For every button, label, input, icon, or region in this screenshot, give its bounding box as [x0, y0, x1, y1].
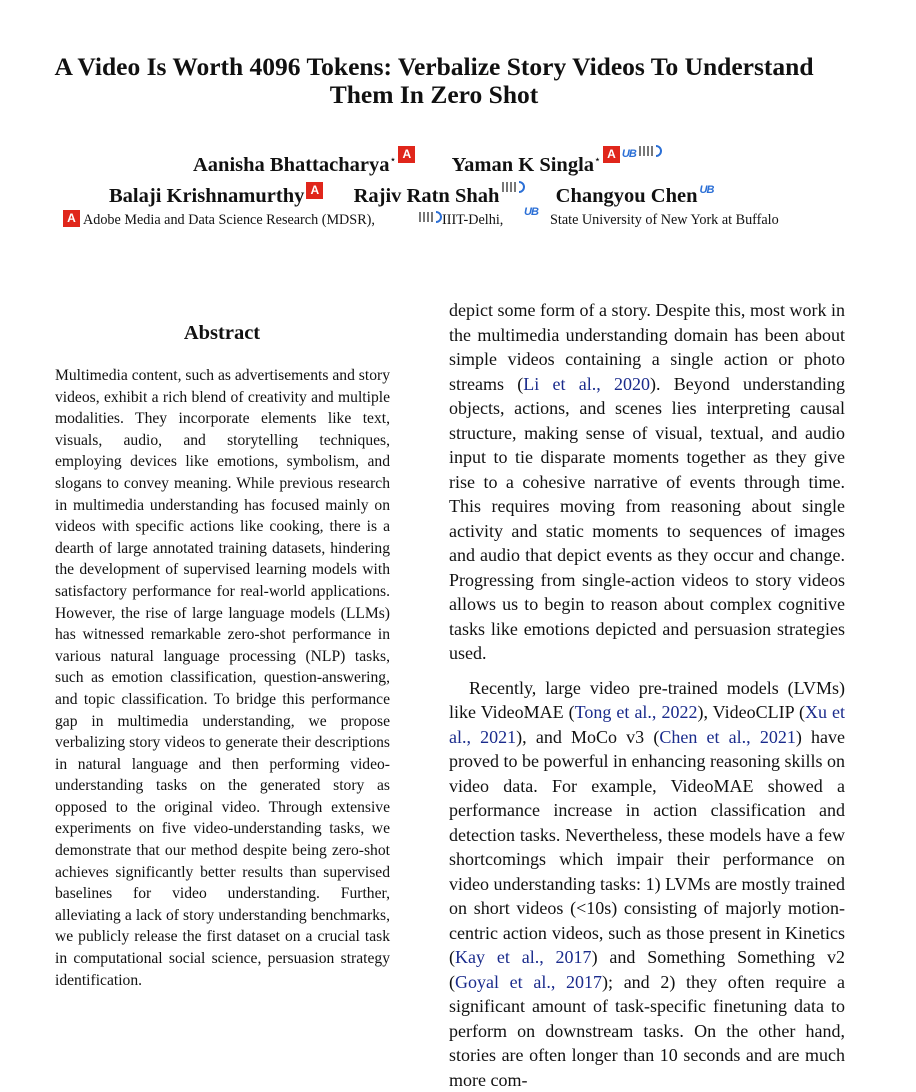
abstract-text: Multimedia content, such as advertisements and story videos, exhibit a rich blend of creativity and multiple modalities. They incorporate elements like text, visuals, audio, and storytelling techniques, employing devices like emotions, symbolism, and slogans to convey meaning. While previous research in multimedia understanding has focused mainly on videos with specific actions like cooking, there is a dearth of large annotated training datasets, hindering the development of supervised learning models with satisfactory performance for real-world applications. However, the rise of large language models (LLMs) has witnessed remarkable zero-shot performance in various natural language processing (NLP) tasks, such as emotion classification, question-answering, and topic classification. To bridge this performance gap in multimedia understanding, we propose verbalizing story videos to generate their descriptions in natural language and then performing video-understanding tasks on the generated story as opposed to the original video. Through extensive experiments on five video-understanding tasks, we demonstrate that our method despite being zero-shot achieves significantly better results than supervised baselines for video understanding. Further, alleviating a lack of story understanding benchmarks, we publicly release the first dataset on a crucial task in computational social science, persuasion strategy identification. — [55, 365, 390, 991]
author-name: Changyou Chen — [556, 184, 698, 208]
affiliation-iiit: IIIT-Delhi, — [442, 212, 503, 229]
ub-logo-icon: UB — [524, 206, 538, 218]
paragraph-text: Recently, large video pre-trained models (LVMs) like VideoMAE ( — [449, 678, 845, 723]
paper-title-line-1: A Video Is Worth 4096 Tokens: Verbalize Story Videos To Understand — [0, 53, 868, 81]
author-name: Aanisha Bhattacharya — [193, 153, 389, 177]
ub-logo-icon: UB — [622, 142, 636, 166]
author-name: Balaji Krishnamurthy — [109, 184, 304, 208]
introduction-body — [449, 298, 845, 1092]
paragraph-text: ), VideoCLIP ( — [697, 702, 804, 722]
affiliation-adobe: Adobe Media and Data Science Research (MDSR), — [83, 212, 375, 229]
authors-row-1 — [193, 148, 668, 177]
ub-logo-icon: UB — [700, 178, 714, 202]
paper-title-line-2: Them In Zero Shot — [0, 81, 868, 109]
iiit-logo-icon — [638, 144, 668, 157]
paragraph-text: ). Beyond understanding objects, actions, and scenes lies interpreting causal structure, making sense of visual, textual, and audio input to tie disparate moments together as they give rise to a cohesive narrative of events through time. This requires moving from reasoning about single activity and static moments to sequences of images and audio that depict events as they occur and change. Progressing from single-action videos to story videos allows us to begin to reason about complex cognitive tasks like emotions depicted and persuasion strategies used. — [449, 374, 845, 664]
iiit-logo-icon — [501, 180, 531, 193]
adobe-logo-icon: A — [306, 182, 323, 199]
adobe-logo-icon: A — [398, 146, 415, 163]
paragraph-text: depict some form of a story. Despite this, most work in the multimedia understanding domain has been about simple videos containing a single action or photo streams ( — [449, 300, 845, 394]
adobe-logo-icon: A — [63, 210, 80, 227]
citation-link[interactable]: Li et al., 2020 — [523, 374, 650, 394]
abstract-heading: Abstract — [54, 322, 390, 345]
equal-contribution-mark: ⋆ — [389, 154, 396, 166]
paragraph — [449, 676, 845, 1092]
authors-row-2 — [109, 184, 713, 208]
author-name: Yaman K Singla — [452, 153, 594, 177]
paragraph-text: ) and Something Something v2 ( — [449, 947, 845, 992]
paragraph — [449, 298, 845, 666]
citation-link[interactable]: Xu et al., 2021 — [449, 702, 845, 747]
adobe-logo-icon: A — [603, 146, 620, 163]
citation-link[interactable]: Tong et al., 2022 — [575, 702, 698, 722]
equal-contribution-mark: ⋆ — [594, 154, 601, 166]
paragraph-text: ); and 2) they often require a significant amount of task-specific finetuning data to perform on downstream tasks. On the other hand, stories are often longer than 10 seconds and are much more com- — [449, 972, 845, 1090]
affiliation-buffalo: State University of New York at Buffalo — [550, 212, 779, 229]
citation-link[interactable]: Goyal et al., 2017 — [455, 972, 602, 992]
citation-link[interactable]: Kay et al., 2017 — [455, 947, 592, 967]
author-name: Rajiv Ratn Shah — [354, 184, 500, 208]
paper-title — [0, 53, 868, 109]
citation-link[interactable]: Chen et al., 2021 — [659, 727, 796, 747]
paragraph-text: ) have proved to be powerful in enhancing reasoning skills on video data. For example, VideoMAE showed a performance increase in action classification and detection tasks. Nevertheless, these models have a few shortcomings which impair their performance on video understanding tasks: 1) LVMs are mostly trained on short videos (<10s) consisting of majorly motion-centric action videos, such as those present in Kinetics ( — [449, 727, 845, 968]
paragraph-text: ), and MoCo v3 ( — [516, 727, 659, 747]
